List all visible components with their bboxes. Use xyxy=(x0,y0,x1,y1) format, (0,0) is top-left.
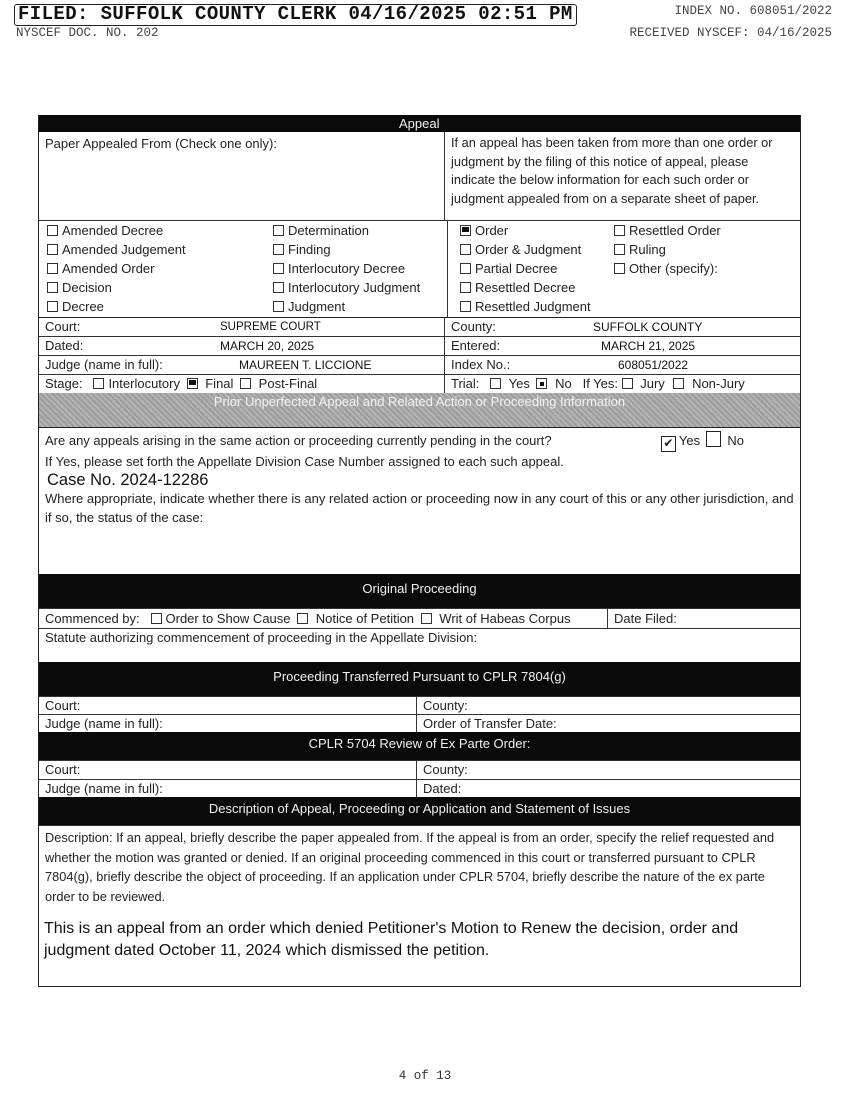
checkbox-icon[interactable] xyxy=(460,301,471,312)
dated-label: Dated: xyxy=(45,338,84,353)
prior-appeal-section xyxy=(39,428,800,574)
option-interlocutory-judgment[interactable]: Interlocutory Judgment xyxy=(273,278,447,297)
checkbox-icon[interactable] xyxy=(297,613,308,624)
judge-index-row xyxy=(39,356,800,375)
description-section-header: Description of Appeal, Proceeding or Application and Statement of Issues xyxy=(39,797,800,825)
option-order[interactable]: Order xyxy=(460,221,614,240)
paper-type-options xyxy=(39,221,800,318)
stage-final[interactable]: Final xyxy=(184,376,234,391)
index-label: Index No.: xyxy=(451,357,511,372)
option-interlocutory-decree[interactable]: Interlocutory Decree xyxy=(273,259,447,278)
option-notice-of-petition[interactable]: Notice of Petition xyxy=(294,611,414,626)
checkbox-icon[interactable] xyxy=(460,244,471,255)
transferred-judge-field[interactable]: Judge (name in full): xyxy=(39,715,417,732)
checkbox-icon[interactable] xyxy=(421,613,432,624)
option-decision[interactable]: Decision xyxy=(47,278,273,297)
trial-yes[interactable]: Yes xyxy=(490,376,530,391)
checkbox-icon[interactable] xyxy=(93,378,104,389)
checkbox-icon[interactable] xyxy=(240,378,251,389)
filed-stamp: FILED: SUFFOLK COUNTY CLERK 04/16/2025 02:51 PM xyxy=(14,4,577,26)
option-decree[interactable]: Decree xyxy=(47,297,273,316)
nyscef-doc-no: NYSCEF DOC. NO. 202 xyxy=(16,26,159,40)
county-label: County: xyxy=(451,319,496,334)
checkbox-icon[interactable] xyxy=(460,263,471,274)
date-filed-label[interactable]: Date Filed: xyxy=(614,611,677,626)
appeal-title: Appeal xyxy=(399,116,440,131)
checkbox-icon[interactable] xyxy=(460,282,471,293)
checkbox-checked-icon[interactable] xyxy=(187,378,198,389)
paper-appealed-label: Paper Appealed From (Check one only): xyxy=(39,132,445,220)
option-partial-decree[interactable]: Partial Decree xyxy=(460,259,614,278)
checkbox-icon[interactable] xyxy=(614,263,625,274)
entered-value[interactable]: MARCH 21, 2025 xyxy=(601,339,696,353)
transferred-court-row xyxy=(39,696,800,715)
paper-col-1 xyxy=(39,221,273,317)
transferred-court-field[interactable]: Court: xyxy=(39,697,417,714)
option-resettled-judgment[interactable]: Resettled Judgment xyxy=(460,297,614,316)
stage-interlocutory[interactable]: Interlocutory xyxy=(93,376,180,391)
trial-non-jury[interactable]: Non-Jury xyxy=(668,376,744,391)
checkbox-icon[interactable] xyxy=(273,301,284,312)
pending-yes[interactable]: ✔ Yes xyxy=(661,433,700,448)
option-order-to-show-cause[interactable]: Order to Show Cause xyxy=(151,611,291,626)
if-yes-label: If Yes: xyxy=(582,376,618,391)
checkbox-icon[interactable] xyxy=(706,431,721,447)
option-writ-habeas-corpus[interactable]: Writ of Habeas Corpus xyxy=(418,611,571,626)
ex-parte-judge-row xyxy=(39,780,800,797)
checkmark-icon[interactable]: ✔ xyxy=(661,436,676,452)
ex-parte-county-field[interactable]: County: xyxy=(423,762,468,777)
commenced-by-row xyxy=(39,608,800,629)
appeal-form xyxy=(38,115,801,987)
description-text[interactable]: This is an appeal from an order which denied Petitioner's Motion to Renew the decision, order and judgment dated October 11, 2024 which dismissed the petition. xyxy=(39,906,800,987)
case-number[interactable]: Case No. 2024-12286 xyxy=(47,471,209,489)
transferred-judge-row xyxy=(39,715,800,732)
checkbox-icon[interactable] xyxy=(673,378,684,389)
ex-parte-review-header: CPLR 5704 Review of Ex Parte Order: xyxy=(39,732,800,760)
checkbox-checked-icon[interactable] xyxy=(536,378,547,389)
option-resettled-order[interactable]: Resettled Order xyxy=(614,221,799,240)
checkbox-checked-icon[interactable] xyxy=(460,225,471,236)
court-value[interactable]: SUPREME COURT xyxy=(220,321,321,333)
pending-appeals-question: Are any appeals arising in the same action or proceeding currently pending in the court? xyxy=(45,433,552,448)
index-value[interactable]: 608051/2022 xyxy=(618,358,689,372)
option-amended-order[interactable]: Amended Order xyxy=(47,259,273,278)
judge-value[interactable]: MAUREEN T. LICCIONE xyxy=(239,358,372,372)
received-nyscef: RECEIVED NYSCEF: 04/16/2025 xyxy=(629,26,832,40)
ex-parte-dated-field[interactable]: Dated: xyxy=(423,781,462,796)
checkbox-icon[interactable] xyxy=(490,378,501,389)
checkbox-icon[interactable] xyxy=(151,613,162,624)
original-proceeding-header: Original Proceeding xyxy=(39,574,800,608)
stage-trial-row xyxy=(39,375,800,393)
checkbox-icon[interactable] xyxy=(47,263,58,274)
trial-no[interactable]: No xyxy=(533,376,571,391)
prior-appeal-section-header: Prior Unperfected Appeal and Related Action or Proceeding Information xyxy=(39,393,800,428)
related-action-instructions: Where appropriate, indicate whether there is any related action or proceeding now in any court of this or any other jurisdiction, and if so, the status of the case: xyxy=(45,491,794,525)
trial-label: Trial: xyxy=(451,376,480,391)
option-amended-decree[interactable]: Amended Decree xyxy=(47,221,273,240)
checkbox-icon[interactable] xyxy=(47,282,58,293)
checkbox-icon[interactable] xyxy=(273,282,284,293)
appeal-section-header xyxy=(39,115,800,132)
checkbox-icon[interactable] xyxy=(622,378,633,389)
paper-col-3 xyxy=(448,221,614,317)
dated-value[interactable]: MARCH 20, 2025 xyxy=(220,339,315,353)
checkbox-icon[interactable] xyxy=(273,244,284,255)
checkbox-icon[interactable] xyxy=(273,225,284,236)
checkbox-icon[interactable] xyxy=(273,263,284,274)
court-label: Court: xyxy=(45,319,81,334)
description-instructions: Description: If an appeal, briefly describe the paper appealed from. If the appeal is from an order, specify the relief requested and whether the motion was granted or denied. If an original proceeding commenced in this court or transferred pursuant to CPLR 7804(g), briefly describe the object of proceeding. If an application under CPLR 5704, briefly describe the nature of the ex parte order to be reviewed. xyxy=(39,825,800,906)
checkbox-icon[interactable] xyxy=(614,244,625,255)
checkbox-icon[interactable] xyxy=(47,225,58,236)
option-determination[interactable]: Determination xyxy=(273,221,447,240)
option-ruling[interactable]: Ruling xyxy=(614,240,799,259)
paper-col-4 xyxy=(614,221,799,317)
option-finding[interactable]: Finding xyxy=(273,240,447,259)
option-resettled-decree[interactable]: Resettled Decree xyxy=(460,278,614,297)
transferred-county-field[interactable]: County: xyxy=(423,698,468,713)
trial-jury[interactable]: Jury xyxy=(622,376,665,391)
transferred-proceeding-header: Proceeding Transferred Pursuant to CPLR 7804(g) xyxy=(39,662,800,696)
dated-entered-row xyxy=(39,337,800,356)
judge-label: Judge (name in full): xyxy=(45,357,163,372)
entered-label: Entered: xyxy=(451,338,501,353)
option-judgment[interactable]: Judgment xyxy=(273,297,447,316)
option-order-and-judgment[interactable]: Order & Judgment xyxy=(460,240,614,259)
if-yes-instructions: If Yes, please set forth the Appellate Division Case Number assigned to each such appeal. xyxy=(45,454,564,469)
checkbox-icon[interactable] xyxy=(47,244,58,255)
multiple-orders-instructions: If an appeal has been taken from more than one order or judgment by the filing of this notice of appeal, please indicate the below information for each such order or judgment appealed from on a separate sheet of paper. xyxy=(451,135,773,206)
court-county-row xyxy=(39,318,800,337)
ex-parte-court-field[interactable]: Court: xyxy=(39,761,417,779)
ex-parte-judge-field[interactable]: Judge (name in full): xyxy=(39,780,417,797)
pending-no[interactable]: No xyxy=(704,433,744,448)
index-no: INDEX NO. 608051/2022 xyxy=(674,4,832,18)
checkbox-icon[interactable] xyxy=(47,301,58,312)
statute-field[interactable] xyxy=(39,629,800,662)
paper-col-2 xyxy=(273,221,448,317)
option-other-specify[interactable]: Other (specify): xyxy=(614,259,799,278)
commenced-by-label: Commenced by: xyxy=(45,611,140,626)
option-amended-judgement[interactable]: Amended Judgement xyxy=(47,240,273,259)
stage-post-final[interactable]: Post-Final xyxy=(237,376,317,391)
ex-parte-court-row xyxy=(39,760,800,780)
paper-appealed-row xyxy=(39,132,800,221)
page-number: 4 of 13 xyxy=(398,1069,452,1083)
transfer-date-field[interactable]: Order of Transfer Date: xyxy=(423,716,557,731)
county-value[interactable]: SUFFOLK COUNTY xyxy=(593,320,703,334)
statute-label: Statute authorizing commencement of proceeding in the Appellate Division: xyxy=(45,630,478,645)
stage-label: Stage: xyxy=(45,376,83,391)
checkbox-icon[interactable] xyxy=(614,225,625,236)
